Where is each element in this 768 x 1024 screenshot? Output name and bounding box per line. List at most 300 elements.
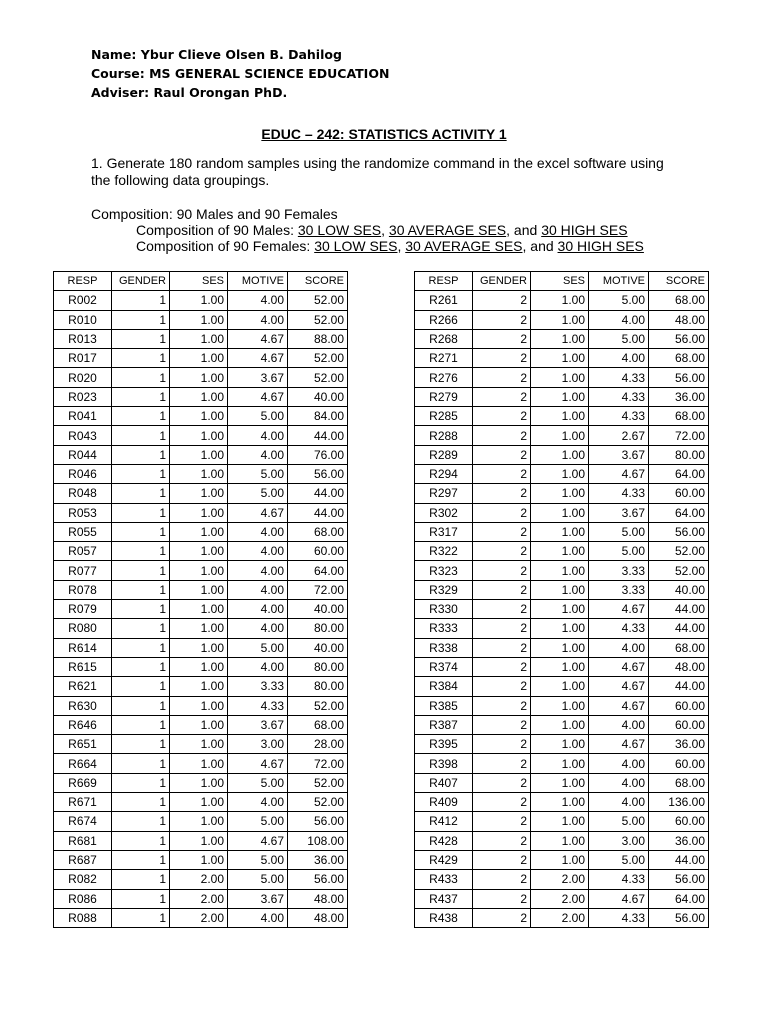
table-cell: 1.00 <box>170 387 228 406</box>
table-cell: R333 <box>415 619 473 638</box>
table-row <box>415 464 709 483</box>
table-cell: 4.67 <box>228 349 288 368</box>
table-row <box>54 696 348 715</box>
female-low-ses: 30 LOW SES <box>314 238 398 254</box>
table-cell: 2 <box>473 349 531 368</box>
table-cell: 4.33 <box>589 484 649 503</box>
table-cell: R268 <box>415 329 473 348</box>
table-cell: 1 <box>112 619 170 638</box>
table-row <box>415 657 709 676</box>
table-cell: 52.00 <box>288 696 348 715</box>
table-cell: 2 <box>473 484 531 503</box>
table-cell: 2 <box>473 638 531 657</box>
table-row <box>415 850 709 869</box>
table-cell: 1 <box>112 329 170 348</box>
table-cell: 68.00 <box>649 291 709 310</box>
table-cell: 2 <box>473 850 531 869</box>
table-cell: 2 <box>473 503 531 522</box>
table-cell: 1 <box>112 484 170 503</box>
table-cell: 2.00 <box>170 889 228 908</box>
table-cell: R671 <box>54 793 112 812</box>
table-row <box>54 793 348 812</box>
table-cell: 60.00 <box>649 754 709 773</box>
table-cell: R630 <box>54 696 112 715</box>
column-header: SES <box>170 272 228 291</box>
table-cell: 1 <box>112 407 170 426</box>
table-cell: 40.00 <box>288 387 348 406</box>
table-cell: 4.00 <box>228 445 288 464</box>
table-row <box>54 349 348 368</box>
table-row <box>415 503 709 522</box>
table-row <box>415 812 709 831</box>
table-cell: R615 <box>54 657 112 676</box>
table-row <box>54 870 348 889</box>
table-cell: 1.00 <box>531 426 589 445</box>
table-cell: 4.67 <box>589 696 649 715</box>
table-cell: 44.00 <box>288 426 348 445</box>
table-cell: 1.00 <box>170 619 228 638</box>
table-cell: 2 <box>473 542 531 561</box>
table-cell: 1 <box>112 773 170 792</box>
table-cell: 44.00 <box>649 850 709 869</box>
table-row <box>415 677 709 696</box>
table-cell: 2 <box>473 657 531 676</box>
table-cell: 4.00 <box>228 793 288 812</box>
table-cell: R079 <box>54 600 112 619</box>
table-cell: 1.00 <box>170 445 228 464</box>
table-cell: 1 <box>112 850 170 869</box>
table-row <box>415 291 709 310</box>
table-row <box>54 561 348 580</box>
table-cell: 5.00 <box>228 464 288 483</box>
table-cell: R013 <box>54 329 112 348</box>
table-cell: 68.00 <box>288 715 348 734</box>
table-cell: 1.00 <box>531 445 589 464</box>
table-row <box>54 407 348 426</box>
table-cell: 1.00 <box>531 735 589 754</box>
table-row <box>54 522 348 541</box>
table-row <box>415 349 709 368</box>
table-cell: 1.00 <box>170 291 228 310</box>
table-cell: R017 <box>54 349 112 368</box>
table-cell: 2 <box>473 677 531 696</box>
table-cell: 1 <box>112 870 170 889</box>
table-cell: 80.00 <box>649 445 709 464</box>
separator: , <box>397 238 406 254</box>
table-row <box>54 657 348 676</box>
table-cell: R288 <box>415 426 473 445</box>
table-row <box>54 812 348 831</box>
table-cell: R621 <box>54 677 112 696</box>
table-cell: 1.00 <box>170 310 228 329</box>
table-row <box>415 696 709 715</box>
table-cell: 1 <box>112 638 170 657</box>
composition-summary: Composition: 90 Males and 90 Females <box>91 206 338 222</box>
table-cell: 2 <box>473 696 531 715</box>
table-row <box>415 831 709 850</box>
column-header: RESP <box>415 272 473 291</box>
table-cell: 44.00 <box>288 484 348 503</box>
table-cell: 1.00 <box>170 754 228 773</box>
table-cell: 40.00 <box>649 580 709 599</box>
table-cell: 44.00 <box>649 677 709 696</box>
table-cell: 1.00 <box>170 522 228 541</box>
name-line <box>91 45 389 64</box>
table-cell: 5.00 <box>589 850 649 869</box>
table-row <box>415 580 709 599</box>
table-cell: R261 <box>415 291 473 310</box>
table-cell: R294 <box>415 464 473 483</box>
table-cell: 1 <box>112 426 170 445</box>
table-cell: 1 <box>112 542 170 561</box>
table-cell: R323 <box>415 561 473 580</box>
table-row <box>415 522 709 541</box>
table-cell: 84.00 <box>288 407 348 426</box>
table-row <box>54 638 348 657</box>
table-cell: R669 <box>54 773 112 792</box>
table-cell: 1 <box>112 696 170 715</box>
table-cell: 1 <box>112 793 170 812</box>
table-cell: 2 <box>473 715 531 734</box>
table-cell: 68.00 <box>649 349 709 368</box>
table-cell: R395 <box>415 735 473 754</box>
table-cell: 3.33 <box>228 677 288 696</box>
table-cell: R664 <box>54 754 112 773</box>
table-cell: 56.00 <box>288 870 348 889</box>
table-cell: R374 <box>415 657 473 676</box>
table-row <box>415 638 709 657</box>
table-cell: 1.00 <box>531 310 589 329</box>
table-row <box>415 310 709 329</box>
table-cell: 2 <box>473 870 531 889</box>
table-cell: 72.00 <box>288 754 348 773</box>
table-cell: 2 <box>473 310 531 329</box>
table-cell: 3.33 <box>589 580 649 599</box>
table-cell: 1.00 <box>170 735 228 754</box>
table-cell: 1.00 <box>531 677 589 696</box>
table-cell: 1 <box>112 735 170 754</box>
table-cell: R317 <box>415 522 473 541</box>
table-cell: 4.00 <box>228 310 288 329</box>
table-cell: 2 <box>473 407 531 426</box>
table-cell: 60.00 <box>649 484 709 503</box>
table-cell: R428 <box>415 831 473 850</box>
table-cell: 3.67 <box>228 715 288 734</box>
table-cell: R078 <box>54 580 112 599</box>
table-cell: 1.00 <box>170 349 228 368</box>
table-cell: 1.00 <box>170 696 228 715</box>
instruction-line-2: the following data groupings. <box>91 172 270 188</box>
table-cell: R681 <box>54 831 112 850</box>
table-cell: 76.00 <box>288 445 348 464</box>
table-row <box>415 329 709 348</box>
table-cell: 40.00 <box>288 600 348 619</box>
table-row <box>54 850 348 869</box>
table-cell: 1 <box>112 600 170 619</box>
table-cell: 48.00 <box>649 310 709 329</box>
table-cell: R385 <box>415 696 473 715</box>
table-cell: 4.67 <box>589 657 649 676</box>
table-cell: 4.67 <box>228 754 288 773</box>
table-row <box>54 368 348 387</box>
table-cell: 52.00 <box>649 561 709 580</box>
table-row <box>54 484 348 503</box>
table-row <box>415 773 709 792</box>
table-cell: 52.00 <box>288 310 348 329</box>
table-cell: 1 <box>112 561 170 580</box>
table-cell: 2 <box>473 368 531 387</box>
table-cell: 1.00 <box>170 561 228 580</box>
table-cell: R297 <box>415 484 473 503</box>
table-row <box>415 870 709 889</box>
table-row <box>54 735 348 754</box>
table-cell: 4.00 <box>589 715 649 734</box>
table-row <box>415 445 709 464</box>
table-cell: 2 <box>473 522 531 541</box>
table-cell: R055 <box>54 522 112 541</box>
table-cell: 2 <box>473 793 531 812</box>
table-cell: 1 <box>112 522 170 541</box>
table-cell: 1.00 <box>531 580 589 599</box>
table-cell: 2 <box>473 812 531 831</box>
table-cell: R041 <box>54 407 112 426</box>
table-cell: 1 <box>112 580 170 599</box>
table-cell: 48.00 <box>288 908 348 927</box>
adviser-line <box>91 83 389 102</box>
table-cell: 60.00 <box>649 812 709 831</box>
adviser-label: Adviser: <box>91 85 150 100</box>
table-cell: R398 <box>415 754 473 773</box>
table-cell: R384 <box>415 677 473 696</box>
table-cell: R279 <box>415 387 473 406</box>
table-cell: 68.00 <box>649 638 709 657</box>
table-cell: R674 <box>54 812 112 831</box>
table-cell: 1 <box>112 464 170 483</box>
table-row <box>54 426 348 445</box>
table-cell: 1 <box>112 889 170 908</box>
table-cell: R302 <box>415 503 473 522</box>
female-prefix: Composition of 90 Females: <box>136 238 315 254</box>
table-cell: 1.00 <box>531 542 589 561</box>
table-row <box>54 600 348 619</box>
table-row <box>54 503 348 522</box>
table-row <box>415 426 709 445</box>
composition-block <box>91 206 644 254</box>
table-row <box>54 773 348 792</box>
table-row <box>54 677 348 696</box>
table-cell: 2 <box>473 600 531 619</box>
table-cell: 3.67 <box>589 503 649 522</box>
table-cell: 136.00 <box>649 793 709 812</box>
table-cell: 2 <box>473 580 531 599</box>
table-cell: 4.00 <box>228 426 288 445</box>
table-cell: 36.00 <box>649 735 709 754</box>
table-cell: 1.00 <box>531 464 589 483</box>
table-cell: 72.00 <box>649 426 709 445</box>
table-row <box>415 368 709 387</box>
name-label: Name: <box>91 47 137 62</box>
table-cell: 4.00 <box>589 349 649 368</box>
table-cell: R438 <box>415 908 473 927</box>
table-row <box>415 561 709 580</box>
table-row <box>54 754 348 773</box>
table-cell: 1.00 <box>531 561 589 580</box>
column-header: RESP <box>54 272 112 291</box>
table-cell: 108.00 <box>288 831 348 850</box>
table-cell: R614 <box>54 638 112 657</box>
table-row <box>54 889 348 908</box>
table-cell: 56.00 <box>288 812 348 831</box>
table-cell: 80.00 <box>288 677 348 696</box>
table-cell: 64.00 <box>649 889 709 908</box>
table-cell: 4.00 <box>228 908 288 927</box>
table-cell: 48.00 <box>288 889 348 908</box>
table-cell: 4.67 <box>589 600 649 619</box>
table-cell: 1.00 <box>531 329 589 348</box>
table-cell: 3.67 <box>589 445 649 464</box>
table-cell: 52.00 <box>288 349 348 368</box>
table-cell: 1.00 <box>170 368 228 387</box>
table-cell: 44.00 <box>649 619 709 638</box>
column-header: MOTIVE <box>228 272 288 291</box>
table-cell: 48.00 <box>649 657 709 676</box>
table-cell: 4.67 <box>228 329 288 348</box>
table-cell: 64.00 <box>649 503 709 522</box>
name-value: Ybur Clieve Olsen B. Dahilog <box>140 47 342 62</box>
table-cell: 1.00 <box>531 503 589 522</box>
table-cell: R023 <box>54 387 112 406</box>
table-cell: R271 <box>415 349 473 368</box>
separator-and: , and <box>522 238 558 254</box>
table-cell: 1.00 <box>170 773 228 792</box>
table-cell: 1.00 <box>170 657 228 676</box>
table-cell: 5.00 <box>228 850 288 869</box>
table-cell: 1 <box>112 291 170 310</box>
table-cell: R409 <box>415 793 473 812</box>
table-cell: R330 <box>415 600 473 619</box>
table-cell: 5.00 <box>589 522 649 541</box>
table-cell: R437 <box>415 889 473 908</box>
table-cell: 1 <box>112 657 170 676</box>
table-cell: 40.00 <box>288 638 348 657</box>
table-cell: 1.00 <box>531 754 589 773</box>
table-cell: 1.00 <box>531 368 589 387</box>
table-cell: 1.00 <box>170 484 228 503</box>
table-cell: 52.00 <box>288 773 348 792</box>
table-cell: 3.67 <box>228 368 288 387</box>
table-cell: 1.00 <box>170 426 228 445</box>
table-cell: 4.00 <box>589 310 649 329</box>
table-cell: 4.33 <box>589 870 649 889</box>
table-row <box>415 542 709 561</box>
table-cell: 56.00 <box>649 908 709 927</box>
table-cell: 52.00 <box>288 291 348 310</box>
column-header: GENDER <box>473 272 531 291</box>
table-cell: 4.67 <box>228 387 288 406</box>
table-cell: 1.00 <box>170 503 228 522</box>
table-cell: 2.00 <box>531 870 589 889</box>
separator-and: , and <box>506 222 542 238</box>
table-cell: 1.00 <box>531 657 589 676</box>
table-cell: 2 <box>473 387 531 406</box>
table-cell: R322 <box>415 542 473 561</box>
separator: , <box>381 222 389 238</box>
table-cell: R407 <box>415 773 473 792</box>
table-cell: 2 <box>473 889 531 908</box>
table-cell: 64.00 <box>288 561 348 580</box>
table-cell: 2.00 <box>531 908 589 927</box>
table-cell: R082 <box>54 870 112 889</box>
page-title: EDUC – 242: STATISTICS ACTIVITY 1 <box>261 126 507 142</box>
table-cell: 4.67 <box>228 831 288 850</box>
table-cell: 52.00 <box>288 368 348 387</box>
table-cell: 1.00 <box>531 387 589 406</box>
table-cell: 4.00 <box>228 657 288 676</box>
table-cell: 3.33 <box>589 561 649 580</box>
table-cell: 2.00 <box>170 908 228 927</box>
table-cell: 5.00 <box>228 870 288 889</box>
table-cell: R387 <box>415 715 473 734</box>
table-cell: R080 <box>54 619 112 638</box>
table-cell: 1 <box>112 368 170 387</box>
table-cell: 1.00 <box>531 638 589 657</box>
table-row <box>415 889 709 908</box>
male-low-ses: 30 LOW SES <box>297 222 382 238</box>
table-cell: 3.67 <box>228 889 288 908</box>
table-cell: 56.00 <box>649 522 709 541</box>
table-cell: 4.00 <box>228 291 288 310</box>
table-cell: 1.00 <box>531 600 589 619</box>
table-cell: 5.00 <box>228 407 288 426</box>
table-cell: 1.00 <box>531 831 589 850</box>
table-cell: 1.00 <box>170 850 228 869</box>
table-row <box>54 445 348 464</box>
table-cell: 88.00 <box>288 329 348 348</box>
course-label: Course: <box>91 66 145 81</box>
table-cell: 4.33 <box>589 619 649 638</box>
table-cell: 68.00 <box>288 522 348 541</box>
table-row <box>54 580 348 599</box>
table-cell: 1.00 <box>531 812 589 831</box>
table-cell: R687 <box>54 850 112 869</box>
table-cell: 2 <box>473 445 531 464</box>
table-row <box>415 754 709 773</box>
table-cell: 1.00 <box>531 484 589 503</box>
student-info <box>91 45 389 102</box>
table-row <box>415 407 709 426</box>
table-cell: 1 <box>112 715 170 734</box>
table-cell: 4.00 <box>228 561 288 580</box>
table-cell: 1.00 <box>531 850 589 869</box>
table-cell: 1.00 <box>170 600 228 619</box>
table-cell: 5.00 <box>589 329 649 348</box>
table-cell: 1.00 <box>531 715 589 734</box>
table-cell: 4.00 <box>589 793 649 812</box>
table-cell: 72.00 <box>288 580 348 599</box>
table-cell: 1.00 <box>531 619 589 638</box>
female-composition <box>91 238 644 254</box>
table-cell: R646 <box>54 715 112 734</box>
table-cell: 1 <box>112 310 170 329</box>
table-cell: R429 <box>415 850 473 869</box>
course-value: MS GENERAL SCIENCE EDUCATION <box>149 66 390 81</box>
table-cell: 4.33 <box>589 407 649 426</box>
table-cell: R057 <box>54 542 112 561</box>
male-average-ses: 30 AVERAGE SES <box>388 222 507 238</box>
table-row <box>54 715 348 734</box>
table-cell: 1.00 <box>531 291 589 310</box>
table-row <box>415 908 709 927</box>
